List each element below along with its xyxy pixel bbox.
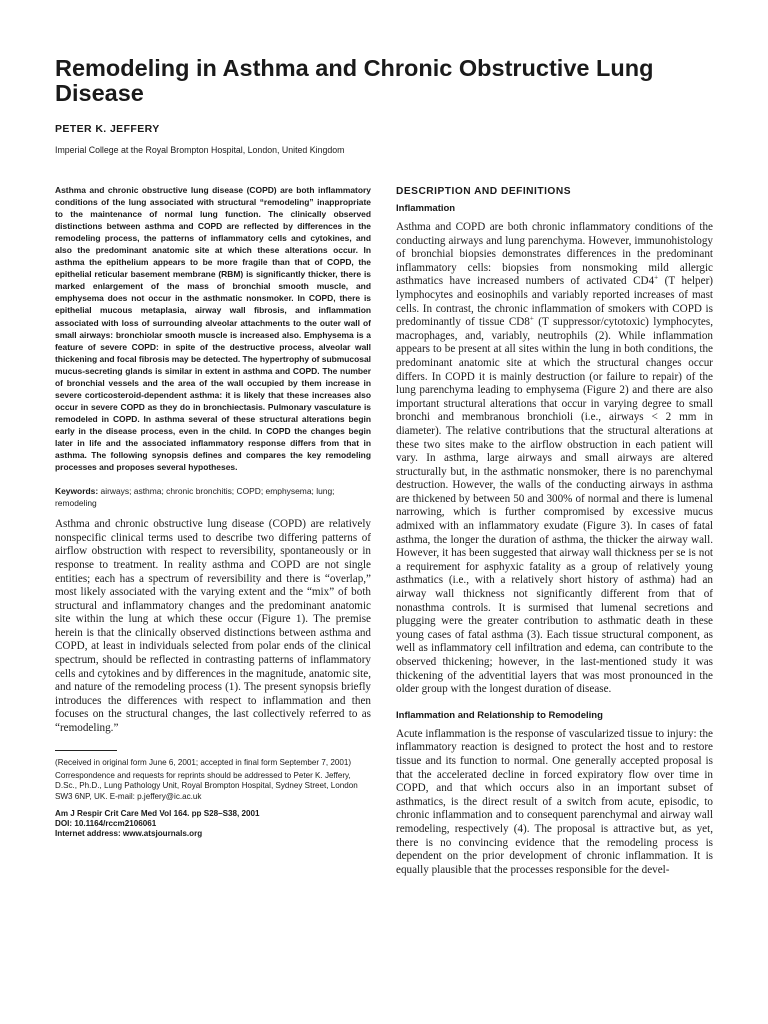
footnote-doi: DOI: 10.1164/rccm2106061 <box>55 819 157 829</box>
footnote-internet-address: Internet address: www.atsjournals.org <box>55 829 203 839</box>
paper-title: Remodeling in Asthma and Chronic Obstructive Lung Disease <box>55 55 654 106</box>
footnote-divider <box>55 750 117 751</box>
footnote-correspondence: Correspondence and requests for reprints should be addressed to Peter K. Jeffery, D.Sc., Ph.D., Lung Pathology Unit, Royal Brompton Hospital, Sydney Street, London SW3 6NP, UK. E-mail: p.jeffery@ic.ac.uk <box>55 770 358 801</box>
keywords-label: Keywords: <box>55 486 99 497</box>
abstract: Asthma and chronic obstructive lung disease (COPD) are both inflammatory conditions of the lung associated with structural “remodeling” inappropriate to the maintenance of normal lung function. The clinically observed distinctions between asthma and COPD are reflected by differences in the remodeling process, the patterns of inflammatory cells and cytokines, and also the predominant anatomic site at which these alterations occur. In asthma the epithelium appears to be more fragile than that of COPD, the epithelial reticular basement membrane (RBM) is significantly thicker, there is marked enlargement of the mass of bronchial smooth muscle, and emphysema does not occur in the asthmatic nonsmoker. In COPD, there is epithelial mucous metaplasia, airway wall fibrosis, and inflammation associated with loss of surrounding alveolar attachments to the outer wall of small airways: bronchiolar smooth muscle is increased also. Emphysema is a feature of severe COPD: in spite of the destructive process, alveolar wall thickening and focal fibrosis may be detected. The hypertrophy of submucosal mucus-secreting glands is similar in extent in asthma and COPD. The number of bronchial vessels and the area of the wall occupied by them increase in severe corticosteroid-dependent asthma: it is likely that these increases also occur in severe COPD as they do in bronchiectasis. Pulmonary vasculature is remodeled in COPD. In asthma several of these structural alterations begin early in the disease process, even in the child. In COPD the changes begin later in life and the associated inflammatory response differs from that in asthma. The following synopsis defines and compares the key remodeling processes and proposes several hypotheses. <box>55 185 371 473</box>
keywords-list: airways; asthma; chronic bronchitis; COPD; emphysema; lung; remodeling <box>55 486 335 508</box>
footnote-received: (Received in original form June 6, 2001; accepted in final form September 7, 2001) <box>55 757 352 767</box>
inflammation-text-3: (T suppressor/cytotoxic) lymphocytes, macrophages, and, variably, neutrophils (2). While inflammation appears to be present at all sites within the lung in both conditions, the predominant anatomic site at which the structural changes occur differs. In COPD it is mainly destruction (or failure to repair) of the lung parenchyma leading to emphysema (Figure 2) and there are also important structural alterations that occur in varying degree to small bronchi and membranous bronchioli (i.e., airways < 2 mm in diameter). The relative contributions that the structural alterations at these two sites make to the airflow obstruction in each patient will vary. In asthma, large airways and small airways are altered structurally but, in the asthmatic nonsmoker, there is no parenchymal destruction. However, the walls of the conducting airways in asthma are thickened by between 50 and 300% of normal and there is lumenal narrowing, which is further compromised by excessive mucus admixed with an inflammatory exudate (Figure 3). In cases of fatal asthma, the longer the duration of asthma, the thicker the airway wall. However, it has been suggested that airway wall thickness per se is not a requirement for asphyxic fatality as a group of relatively young asthmatics (i.e., with a relatively short history of asthma) had an airway wall thickness not significantly different from that of nonasthma controls. It is surmised that lumenal secretions and plugging were the greater contribution to asthmatic death in these young cases of fatal asthma (3). Each tissue structural component, as well as inflammatory cell infiltration and edema, can contribute to the observed thickening; however, in the last-mentioned study it was thickening of the adventitial layers that was most pronounced in the older group with the longest duration of disease. <box>396 316 713 696</box>
introduction-paragraph: Asthma and chronic obstructive lung disease (COPD) are relatively nonspecific clinical terms used to describe two differing patterns of airflow obstruction with respect to reversibility, spontaneously or in response to treatment. In reality asthma and COPD are not single entities; each has a spectrum of reversibility and there is “overlap,” most likely associated with the varying extent and the “mix” of both structural and inflammatory changes and the predominant anatomic site within the lung at which these occur (Figure 1). The premise herein is that the clinically observed distinctions between asthma and COPD, at least in individuals selected from polar ends of the clinical spectrum, should be reflected in contrasting patterns of inflammatory cells and cytokines and by differences in the magnitude, anatomic site, and nature of the remodeling process (1). The present synopsis briefly introduces the differences with respect to inflammation and then focuses on the structural changes, the last collectively referred to as “remodeling.” <box>55 518 371 735</box>
section-heading: DESCRIPTION AND DEFINITIONS <box>396 186 571 197</box>
inflammation-paragraph <box>396 221 713 697</box>
remodeling-paragraph: Acute inflammation is the response of vascularized tissue to injury: the inflammatory reaction is designed to protect the host and to restore tissue and its function to normal. One generally accepted proposal is that the accelerated decline in forced expiratory flow over time in COPD, and that which occurs also in an important subset of asthmatics, is the direct result of a switch from acute, episodic, to chronic inflammation and to consequent parenchymal and airway wall remodeling, respectively (4). The proposal is attractive but, as yet, there is no convincing evidence that the remodeling process is dependent on the prior development of chronic inflammation. It is equally plausible that the processes responsible for the devel- <box>396 727 713 876</box>
subheading-inflammation: Inflammation <box>396 203 456 214</box>
left-column <box>55 184 371 840</box>
footnote-journal-citation: Am J Respir Crit Care Med Vol 164. pp S28–S38, 2001 <box>55 808 260 818</box>
inflammation-text-2: (T helper) lymphocytes and eosinophils and variably reported increases of mast cells. In contrast, the chronic inflammation of smokers with COPD is predominantly of tissue CD8 <box>396 275 713 329</box>
superscript-plus: + <box>654 273 659 282</box>
author-name: PETER K. JEFFERY <box>55 123 160 135</box>
superscript-plus: + <box>529 314 534 323</box>
author-affiliation: Imperial College at the Royal Brompton Hospital, London, United Kingdom <box>55 145 345 155</box>
inflammation-text-1: Asthma and COPD are both chronic inflammatory conditions of the conducting airways and lung parenchyma. However, immunohistology of bronchial biopsies demonstrates differences in the predominant inflammatory cells: biopsies from nonsmoking mild allergic asthmatics have increased numbers of activated CD4 <box>396 221 713 288</box>
keywords <box>55 486 371 509</box>
right-column <box>396 186 713 877</box>
subheading-inflammation-remodeling: Inflammation and Relationship to Remodeling <box>396 709 603 721</box>
